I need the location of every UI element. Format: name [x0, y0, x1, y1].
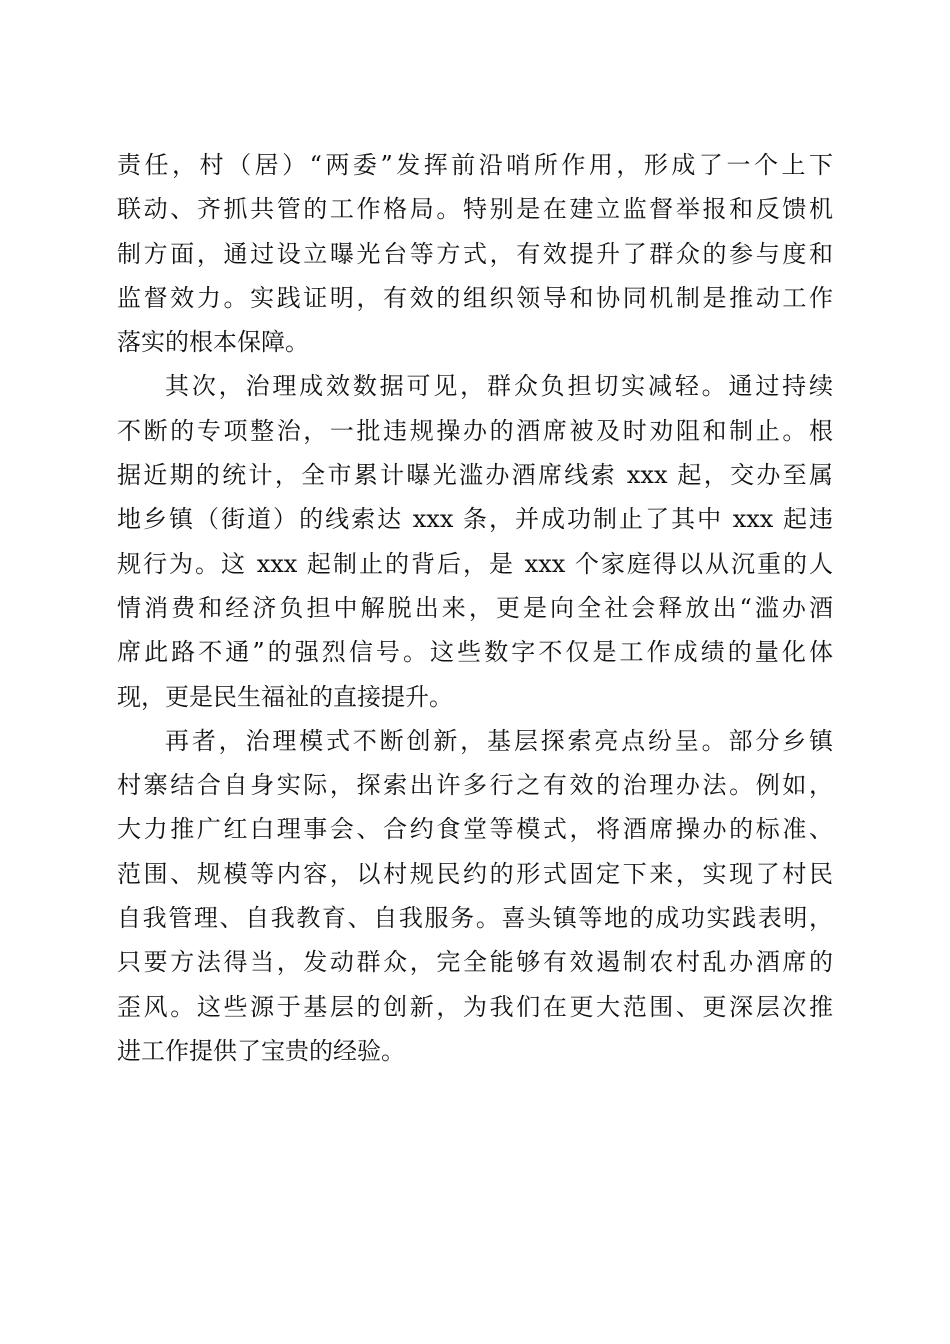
- paragraph-3-line-2: 村寨结合自身实际，探索出许多行之有效的治理办法。例如，: [117, 771, 833, 800]
- paragraph-3-line-5: 自我管理、自我教育、自我服务。喜头镇等地的成功实践表明，: [117, 904, 833, 933]
- paragraph-2-line-8: 现，更是民生福祉的直接提升。: [117, 682, 453, 711]
- paragraph-3-line-3: 大力推广红白理事会、合约食堂等模式，将酒席操办的标准、: [117, 815, 833, 844]
- paragraph-3-line-7: 歪风。这些源于基层的创新，为我们在更大范围、更深层次推: [117, 992, 833, 1021]
- paragraph-3-line-4: 范围、规模等内容，以村规民约的形式固定下来，实现了村民: [117, 859, 833, 888]
- paragraph-1-line-1: 责任，村（居）“两委”发挥前沿哨所作用，形成了一个上下: [117, 151, 833, 179]
- paragraph-3-line-8: 进工作提供了宝贵的经验。: [117, 1036, 405, 1065]
- paragraph-2-line-7: 席此路不通”的强烈信号。这些数字不仅是工作成绩的量化体: [117, 638, 833, 667]
- paragraph-1-line-3: 制方面，通过设立曝光台等方式，有效提升了群众的参与度和: [117, 239, 833, 268]
- paragraph-3-line-6: 只要方法得当，发动群众，完全能够有效遏制农村乱办酒席的: [117, 948, 833, 977]
- paragraph-3-line-1: 再者，治理模式不断创新，基层探索亮点纷呈。部分乡镇: [165, 726, 833, 755]
- paragraph-2-line-1: 其次，治理成效数据可见，群众负担切实减轻。通过持续: [165, 372, 833, 401]
- paragraph-2-line-4: 地乡镇（街道）的线索达 xxx 条，并成功制止了其中 xxx 起违: [117, 505, 833, 534]
- paragraph-1-line-2: 联动、齐抓共管的工作格局。特别是在建立监督举报和反馈机: [117, 195, 833, 224]
- body-text: [117, 143, 833, 1073]
- paragraph-2-line-5: 规行为。这 xxx 起制止的背后，是 xxx 个家庭得以从沉重的人: [117, 549, 833, 578]
- paragraph-2-line-2: 不断的专项整治，一批违规操办的酒席被及时劝阻和制止。根: [117, 416, 833, 445]
- paragraph-1-line-5: 落实的根本保障。: [117, 328, 309, 357]
- paragraph-1-line-4: 监督效力。实践证明，有效的组织领导和协同机制是推动工作: [117, 283, 833, 312]
- paragraph-2-line-3: 据近期的统计，全市累计曝光滥办酒席线索 xxx 起，交办至属: [117, 461, 833, 490]
- paragraph-2-line-6: 情消费和经济负担中解脱出来，更是向全社会释放出“滥办酒: [117, 593, 833, 622]
